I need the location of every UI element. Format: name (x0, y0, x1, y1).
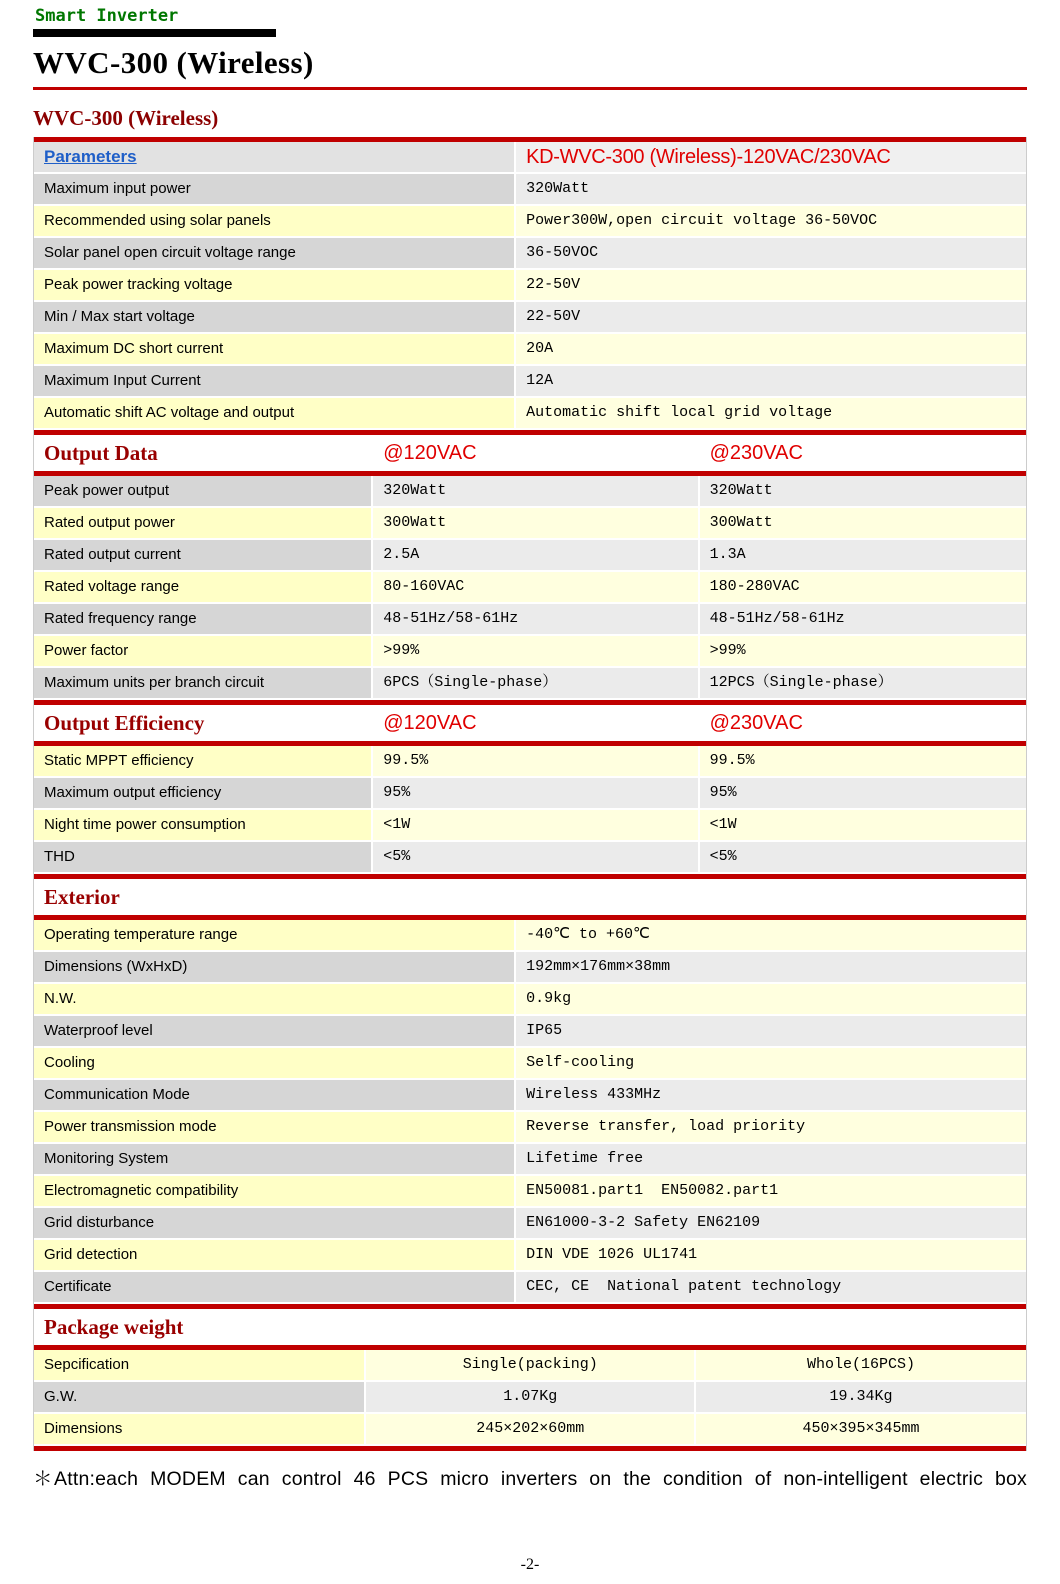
output-efficiency-title: Output Efficiency (34, 705, 373, 741)
row-label: Sepcification (34, 1350, 366, 1382)
row-label: Maximum output efficiency (34, 778, 373, 810)
table-row (34, 920, 1026, 952)
row-label: Maximum units per branch circuit (34, 668, 373, 700)
row-value: 22-50V (516, 270, 1026, 302)
table-row (34, 636, 1026, 668)
row-label: G.W. (34, 1382, 366, 1414)
row-value: 99.5% (700, 746, 1026, 778)
row-label: Power transmission mode (34, 1112, 516, 1144)
row-value: >99% (700, 636, 1026, 668)
row-label: Dimensions (WxHxD) (34, 952, 516, 984)
row-label: Peak power output (34, 476, 373, 508)
row-value: 48-51Hz/58-61Hz (700, 604, 1026, 636)
row-value: 6PCS（Single-phase） (373, 668, 699, 700)
row-value: EN50081.part1 EN50082.part1 (516, 1176, 1026, 1208)
row-label: Dimensions (34, 1414, 366, 1446)
row-value: 12A (516, 366, 1026, 398)
parameters-section (34, 174, 1026, 430)
row-value: EN61000-3-2 Safety EN62109 (516, 1208, 1026, 1240)
output-data-col-230vac: @230VAC (700, 435, 1026, 471)
table-row (34, 1272, 1026, 1304)
row-label: Communication Mode (34, 1080, 516, 1112)
row-value: Wireless 433MHz (516, 1080, 1026, 1112)
row-label: Static MPPT efficiency (34, 746, 373, 778)
row-value: 48-51Hz/58-61Hz (373, 604, 699, 636)
output-data-header-row (34, 435, 1026, 471)
brand-name: Smart Inverter (35, 6, 179, 26)
row-label: Rated voltage range (34, 572, 373, 604)
table-row (34, 270, 1026, 302)
table-row (34, 952, 1026, 984)
row-value: Power300W,open circuit voltage 36-50VOC (516, 206, 1026, 238)
package-weight-header-row (34, 1309, 1026, 1345)
row-value: 300Watt (373, 508, 699, 540)
row-value: 320Watt (516, 174, 1026, 206)
row-value: 300Watt (700, 508, 1026, 540)
output-data-col-120vac: @120VAC (373, 435, 699, 471)
exterior-title: Exterior (34, 879, 1026, 915)
row-label: Automatic shift AC voltage and output (34, 398, 516, 430)
table-row (34, 810, 1026, 842)
table-row (34, 778, 1026, 810)
row-label: Rated output current (34, 540, 373, 572)
table-row (34, 206, 1026, 238)
table-row (34, 1080, 1026, 1112)
table-row (34, 984, 1026, 1016)
row-value: 245×202×60mm (366, 1414, 696, 1446)
table-row (34, 174, 1026, 206)
parameters-title: Parameters (34, 142, 516, 174)
output-efficiency-col-230vac: @230VAC (700, 705, 1026, 741)
page-header (33, 6, 1027, 137)
table-row (34, 1208, 1026, 1240)
model-subtitle: WVC-300 (Wireless) (33, 106, 219, 130)
table-row (34, 572, 1026, 604)
table-row (34, 746, 1026, 778)
row-label: N.W. (34, 984, 516, 1016)
row-label: Night time power consumption (34, 810, 373, 842)
row-value: 95% (700, 778, 1026, 810)
row-value: 12PCS（Single-phase） (700, 668, 1026, 700)
row-value: <1W (373, 810, 699, 842)
table-row (34, 668, 1026, 700)
table-row (34, 604, 1026, 636)
row-label: Power factor (34, 636, 373, 668)
parameters-header-row (34, 142, 1026, 174)
brand-underline-bar (33, 29, 276, 37)
attention-footnote: ＊Attn:each MODEM can control 46 PCS micro inverters on the condition of non-intelligent electric box (33, 1468, 1027, 1490)
output-efficiency-col-120vac: @120VAC (373, 705, 699, 741)
exterior-header-row (34, 879, 1026, 915)
row-label: Operating temperature range (34, 920, 516, 952)
output-efficiency-header-row (34, 705, 1026, 741)
red-divider-bar (34, 1446, 1026, 1451)
table-row (34, 1240, 1026, 1272)
row-value: 0.9kg (516, 984, 1026, 1016)
row-value: 36-50VOC (516, 238, 1026, 270)
table-row (34, 508, 1026, 540)
row-value: Self-cooling (516, 1048, 1026, 1080)
row-label: Peak power tracking voltage (34, 270, 516, 302)
row-value: <1W (700, 810, 1026, 842)
table-row (34, 1414, 1026, 1446)
table-row (34, 1112, 1026, 1144)
row-label: Maximum DC short current (34, 334, 516, 366)
output-efficiency-section (34, 746, 1026, 874)
table-row (34, 302, 1026, 334)
row-value: <5% (373, 842, 699, 874)
row-label: Rated output power (34, 508, 373, 540)
row-label: Cooling (34, 1048, 516, 1080)
row-value: Single(packing) (366, 1350, 696, 1382)
row-value: <5% (700, 842, 1026, 874)
row-value: -40℃ to +60℃ (516, 920, 1026, 952)
page-title: WVC-300 (Wireless) (33, 45, 314, 80)
row-label: Solar panel open circuit voltage range (34, 238, 516, 270)
table-row (34, 842, 1026, 874)
row-value: DIN VDE 1026 UL1741 (516, 1240, 1026, 1272)
row-label: Electromagnetic compatibility (34, 1176, 516, 1208)
package-weight-title: Package weight (34, 1309, 1026, 1345)
row-label: Grid disturbance (34, 1208, 516, 1240)
specification-table (33, 137, 1027, 1451)
table-row (34, 398, 1026, 430)
row-value: 320Watt (700, 476, 1026, 508)
row-label: THD (34, 842, 373, 874)
row-label: Maximum Input Current (34, 366, 516, 398)
table-row (34, 1144, 1026, 1176)
row-value: Whole(16PCS) (696, 1350, 1026, 1382)
exterior-section (34, 920, 1026, 1304)
row-value: 99.5% (373, 746, 699, 778)
row-label: Min / Max start voltage (34, 302, 516, 334)
row-label: Maximum input power (34, 174, 516, 206)
table-row (34, 1350, 1026, 1382)
row-value: Automatic shift local grid voltage (516, 398, 1026, 430)
row-value: 19.34Kg (696, 1382, 1026, 1414)
row-label: Waterproof level (34, 1016, 516, 1048)
row-value: Lifetime free (516, 1144, 1026, 1176)
row-value: 20A (516, 334, 1026, 366)
table-row (34, 366, 1026, 398)
table-row (34, 476, 1026, 508)
table-row (34, 334, 1026, 366)
row-value: 1.3A (700, 540, 1026, 572)
row-value: 1.07Kg (366, 1382, 696, 1414)
table-row (34, 1016, 1026, 1048)
table-row (34, 1176, 1026, 1208)
row-value: 95% (373, 778, 699, 810)
row-value: 2.5A (373, 540, 699, 572)
row-value: CEC, CE National patent technology (516, 1272, 1026, 1304)
row-label: Grid detection (34, 1240, 516, 1272)
table-row (34, 238, 1026, 270)
row-label: Monitoring System (34, 1144, 516, 1176)
row-value: Reverse transfer, load priority (516, 1112, 1026, 1144)
output-data-section (34, 476, 1026, 700)
table-row (34, 1048, 1026, 1080)
row-value: IP65 (516, 1016, 1026, 1048)
row-value: 450×395×345mm (696, 1414, 1026, 1446)
parameters-model-name: KD-WVC-300 (Wireless)-120VAC/230VAC (516, 142, 1026, 174)
row-value: 320Watt (373, 476, 699, 508)
row-value: 80-160VAC (373, 572, 699, 604)
table-row (34, 540, 1026, 572)
row-value: 192mm×176mm×38mm (516, 952, 1026, 984)
table-row (34, 1382, 1026, 1414)
output-data-title: Output Data (34, 435, 373, 471)
row-label: Recommended using solar panels (34, 206, 516, 238)
package-weight-section (34, 1350, 1026, 1446)
row-value: 22-50V (516, 302, 1026, 334)
title-divider-rule (33, 87, 1027, 90)
row-value: 180-280VAC (700, 572, 1026, 604)
page-number: -2- (520, 1556, 540, 1573)
row-value: >99% (373, 636, 699, 668)
row-label: Certificate (34, 1272, 516, 1304)
row-label: Rated frequency range (34, 604, 373, 636)
